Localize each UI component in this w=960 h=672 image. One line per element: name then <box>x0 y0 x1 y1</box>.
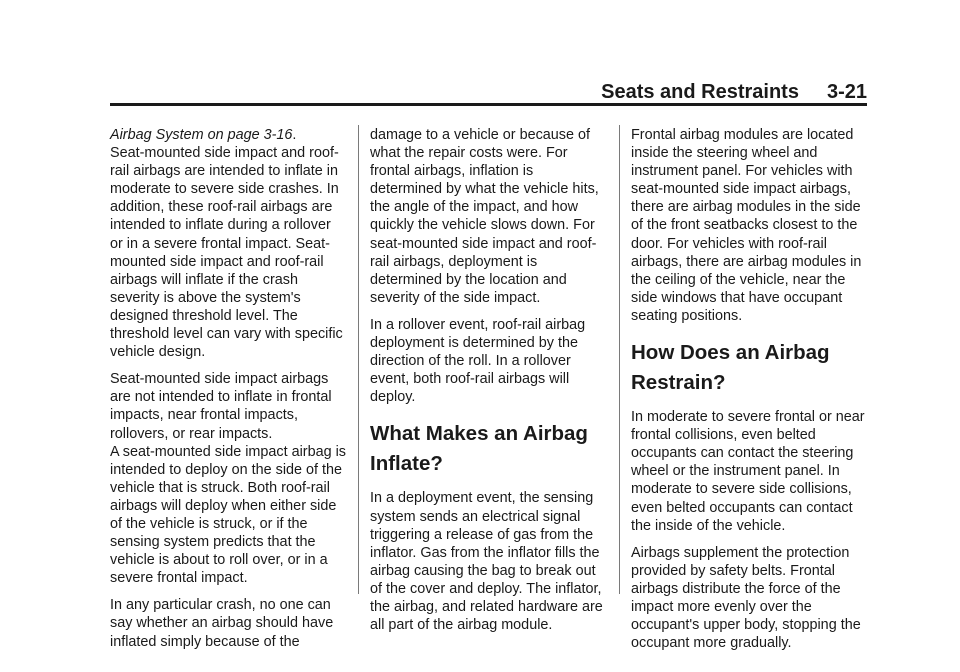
section-heading: What Makes an Airbag Inflate? <box>370 422 588 476</box>
text-column-3 <box>631 126 867 652</box>
column-divider-1 <box>358 125 359 594</box>
paragraph: damage to a vehicle or because of what the repair costs were. For frontal airbags, inflation is determined by what the vehicle hits, the angle of the impact, and how quickly the vehicle slows down. For seat-mounted side impact and roof-rail airbags, deployment is determined by the location and severity of the side impact. <box>370 127 599 306</box>
section-title: Seats and Restraints <box>601 80 799 103</box>
text-column-1 <box>110 126 346 651</box>
header-rule <box>110 103 867 106</box>
paragraph: In a rollover event, roof-rail airbag deployment is determined by the direction of the roll. In a rollover event, both roof-rail airbags will deploy. <box>370 316 586 406</box>
paragraph: A seat-mounted side impact airbag is intended to deploy on the side of the vehicle that is struck. Both roof-rail airbags will deploy when either side of the vehicle is struck, or if the sensing system predicts that the vehicle is about to roll over, or in a severe frontal impact. <box>110 443 346 587</box>
section-heading: How Does an Airbag Restrain? <box>631 341 830 395</box>
paragraph: In moderate to severe frontal or near frontal collisions, even belted occupants can contact the steering wheel or the instrument panel. In moderate to severe side collisions, even belted occupants can contact the inside of the vehicle. <box>631 409 865 534</box>
cross-reference <box>110 126 346 144</box>
paragraph: Seat-mounted side impact airbags are not intended to inflate in frontal impacts, near frontal impacts, rollovers, or rear impacts. <box>110 371 332 442</box>
column-divider-2 <box>619 125 620 594</box>
cross-reference-period: . <box>292 127 297 143</box>
cross-reference-link[interactable]: Airbag System on page 3-16 <box>110 127 293 143</box>
page-number: 3-21 <box>826 80 867 103</box>
paragraph: Airbags supplement the protection provided by safety belts. Frontal airbags distribute the force of the impact more evenly over the occupant's upper body, stopping the occupant more gradually. <box>631 544 861 652</box>
text-column-2 <box>370 126 606 634</box>
paragraph: Seat-mounted side impact and roof-rail airbags are intended to inflate in moderate to severe side crashes. In addition, these roof-rail airbags are intended to inflate during a rollover or in a severe frontal impact. Seat-mounted side impact and roof-rail airbags will inflate if the crash severity is above the system's designed threshold level. The threshold level can vary with specific vehicle design. <box>110 145 343 361</box>
page-header <box>110 80 867 104</box>
paragraph: In any particular crash, no one can say whether an airbag should have inflated simply because of the <box>110 597 334 650</box>
paragraph: In a deployment event, the sensing system sends an electrical signal triggering a release of gas from the inflator. Gas from the inflator fills the airbag causing the bag to break out of the cover and deploy. The inflator, the airbag, and related hardware are all part of the airbag module. <box>370 490 603 634</box>
paragraph: Frontal airbag modules are located inside the steering wheel and instrument panel. For vehicles with seat-mounted side impact airbags, there are airbag modules in the side of the front seatbacks closest to the door. For vehicles with roof-rail airbags, there are airbag modules in the ceiling of the vehicle, near the side windows that have occupant seating positions. <box>631 127 862 324</box>
